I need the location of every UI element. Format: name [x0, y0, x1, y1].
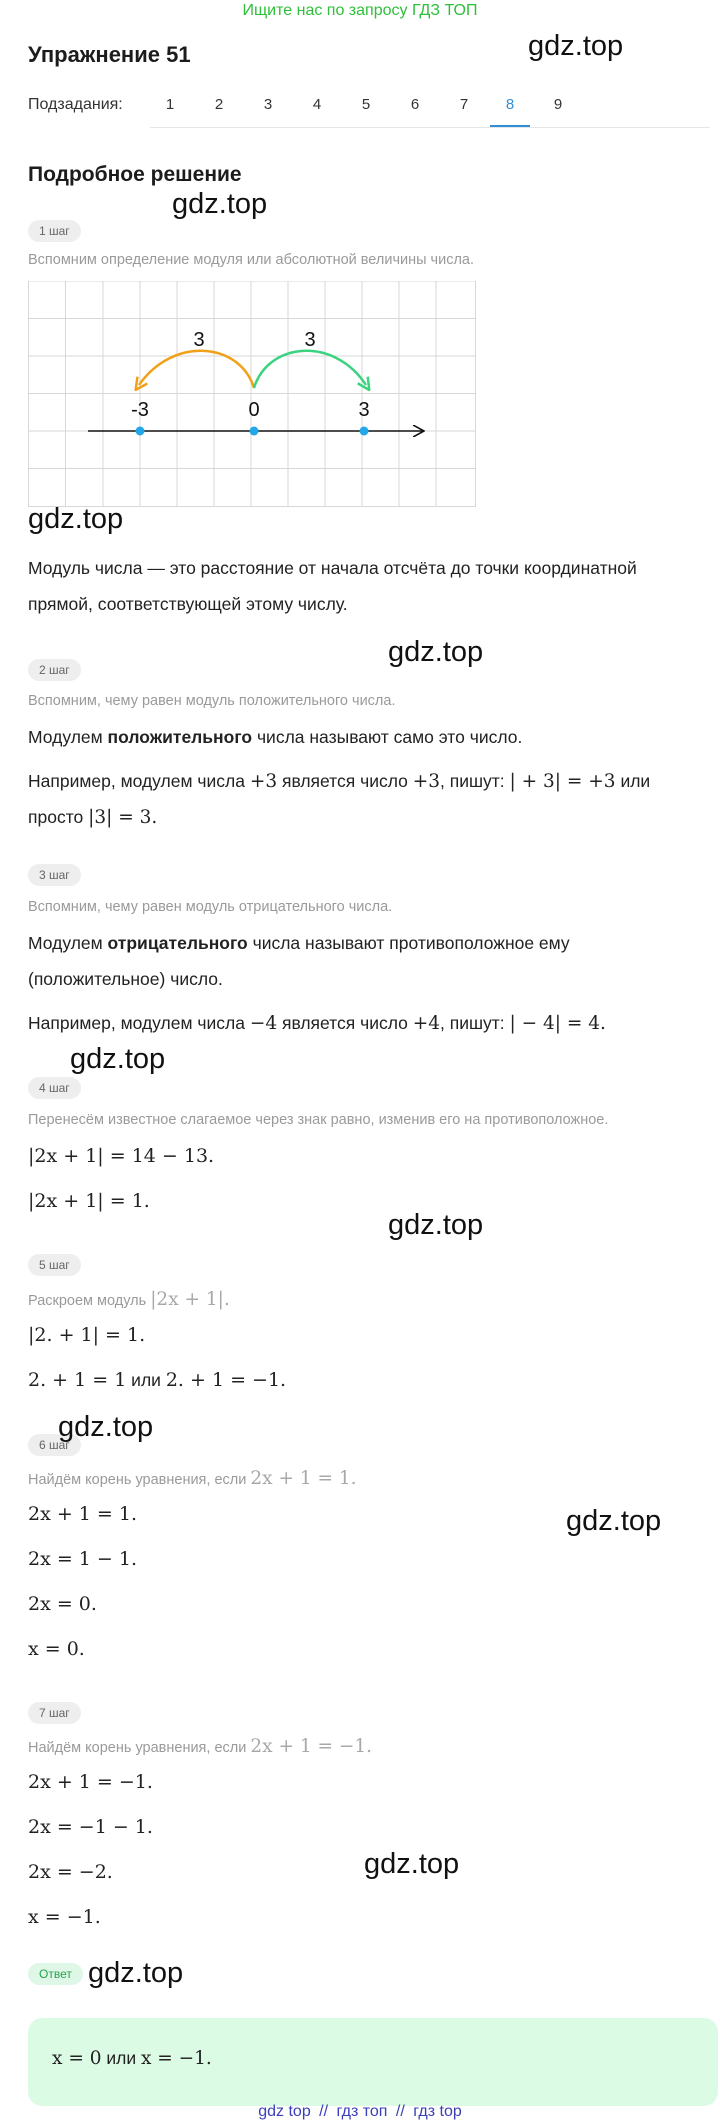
footer-link-gdz-top-ru[interactable]: гдз топ — [336, 2103, 388, 2120]
answer-text: x = 0 или x = −1. — [52, 2048, 212, 2069]
footer-link-gdz-top-mixed[interactable]: гдз top — [413, 2103, 462, 2120]
step-badge-2: 2 шаг — [28, 659, 81, 681]
step-badge-7: 7 шаг — [28, 1702, 81, 1724]
step-badge-5: 5 шаг — [28, 1254, 81, 1276]
step-6-equation-2: 2x = 1 − 1. — [28, 1548, 138, 1570]
point-label-0: 0 — [248, 399, 260, 421]
watermark: gdz.top — [528, 30, 624, 62]
step-4-equation-1: |2x + 1| = 14 − 13. — [28, 1145, 215, 1167]
point-0 — [250, 427, 259, 436]
subtask-tab-9[interactable]: 9 — [553, 96, 563, 113]
step-7-equation-1: 2x + 1 = −1. — [28, 1771, 153, 1793]
footer-link-gdz-top[interactable]: gdz top — [258, 2103, 311, 2120]
step-4-equation-2: |2x + 1| = 1. — [28, 1190, 150, 1212]
step-6-hint: Найдём корень уравнения, если 2x + 1 = 1. — [28, 1468, 357, 1489]
step-badge-1: 1 шаг — [28, 220, 81, 242]
step-5-equation-1: |2. + 1| = 1. — [28, 1324, 146, 1346]
step-5-hint: Раскроем модуль |2x + 1|. — [28, 1289, 230, 1310]
watermark: gdz.top — [388, 1209, 484, 1241]
step-4-hint: Перенесём известное слагаемое через знак равно, изменив его на противоположное. — [28, 1112, 609, 1128]
step-2-example-cont: просто |3| = 3. — [28, 807, 158, 828]
step-3-hint: Вспомним, чему равен модуль отрицательного числа. — [28, 899, 393, 915]
watermark: gdz.top — [58, 1411, 154, 1443]
point-minus3 — [136, 427, 145, 436]
step-3-example: Например, модулем числа −4 является число +4, пишут: | − 4| = 4. — [28, 1013, 606, 1034]
answer-badge: Ответ — [28, 1963, 83, 1985]
step-badge-3: 3 шаг — [28, 864, 81, 886]
step-6-equation-4: x = 0. — [28, 1638, 85, 1660]
footer-separator: // — [395, 2103, 405, 2120]
step-6-equation-3: 2x = 0. — [28, 1593, 97, 1615]
step-2-example: Например, модулем числа +3 является число +3, пишут: | + 3| = +3 или — [28, 771, 651, 792]
step-2-hint: Вспомним, чему равен модуль положительного числа. — [28, 693, 396, 709]
watermark: gdz.top — [172, 188, 268, 220]
step-7-equation-2: 2x = −1 − 1. — [28, 1816, 153, 1838]
watermark: gdz.top — [364, 1848, 460, 1880]
step-badge-6: 6 шаг — [28, 1434, 81, 1456]
step-7-hint: Найдём корень уравнения, если 2x + 1 = −1. — [28, 1736, 373, 1757]
step-badge-4: 4 шаг — [28, 1077, 81, 1099]
footer-separator: // — [319, 2103, 329, 2120]
answer-box — [28, 2018, 718, 2106]
watermark: gdz.top — [388, 636, 484, 668]
subtask-tab-6[interactable]: 6 — [410, 96, 420, 113]
number-line-diagram — [28, 281, 476, 507]
subtask-tab-5[interactable]: 5 — [361, 96, 371, 113]
step-6-equation-1: 2x + 1 = 1. — [28, 1503, 138, 1525]
subtasks-divider — [150, 127, 710, 128]
subtasks-label: Подзадания: — [28, 96, 123, 113]
step-1-hint: Вспомним определение модуля или абсолютной величины числа. — [28, 252, 475, 268]
point-label-3: 3 — [358, 399, 370, 421]
step-1-text-line-2: прямой, соответствующей этому числу. — [28, 594, 348, 614]
step-3-definition: Модулем отрицательного числа называют противоположное ему — [28, 933, 570, 953]
exercise-title: Упражнение 51 — [28, 42, 191, 67]
left-distance-label: 3 — [193, 329, 205, 351]
watermark: gdz.top — [566, 1505, 662, 1537]
watermark: gdz.top — [70, 1043, 166, 1075]
step-1-text-line-1: Модуль числа — это расстояние от начала отсчёта до точки координатной — [28, 558, 637, 578]
step-7-equation-4: x = −1. — [28, 1906, 101, 1928]
search-banner[interactable]: Ищите нас по запросу ГДЗ ТОП — [242, 2, 478, 19]
step-7-equation-3: 2x = −2. — [28, 1861, 113, 1883]
step-3-definition-cont: (положительное) число. — [28, 969, 223, 989]
step-5-equation-2: 2. + 1 = 1 или 2. + 1 = −1. — [28, 1369, 287, 1391]
subtask-tab-7[interactable]: 7 — [459, 96, 469, 113]
subtask-tab-8[interactable]: 8 — [490, 96, 530, 127]
point-3 — [360, 427, 369, 436]
watermark: gdz.top — [28, 503, 124, 535]
point-label-minus3: -3 — [131, 399, 149, 421]
grid — [28, 281, 476, 507]
watermark: gdz.top — [88, 1957, 184, 1989]
subtask-tab-2[interactable]: 2 — [214, 96, 224, 113]
subtask-tab-1[interactable]: 1 — [165, 96, 175, 113]
solution-title: Подробное решение — [28, 163, 242, 186]
footer-links — [0, 2103, 720, 2121]
subtask-tab-4[interactable]: 4 — [312, 96, 322, 113]
step-2-definition: Модулем положительного числа называют само это число. — [28, 727, 523, 747]
subtask-tab-3[interactable]: 3 — [263, 96, 273, 113]
right-distance-label: 3 — [304, 329, 316, 351]
